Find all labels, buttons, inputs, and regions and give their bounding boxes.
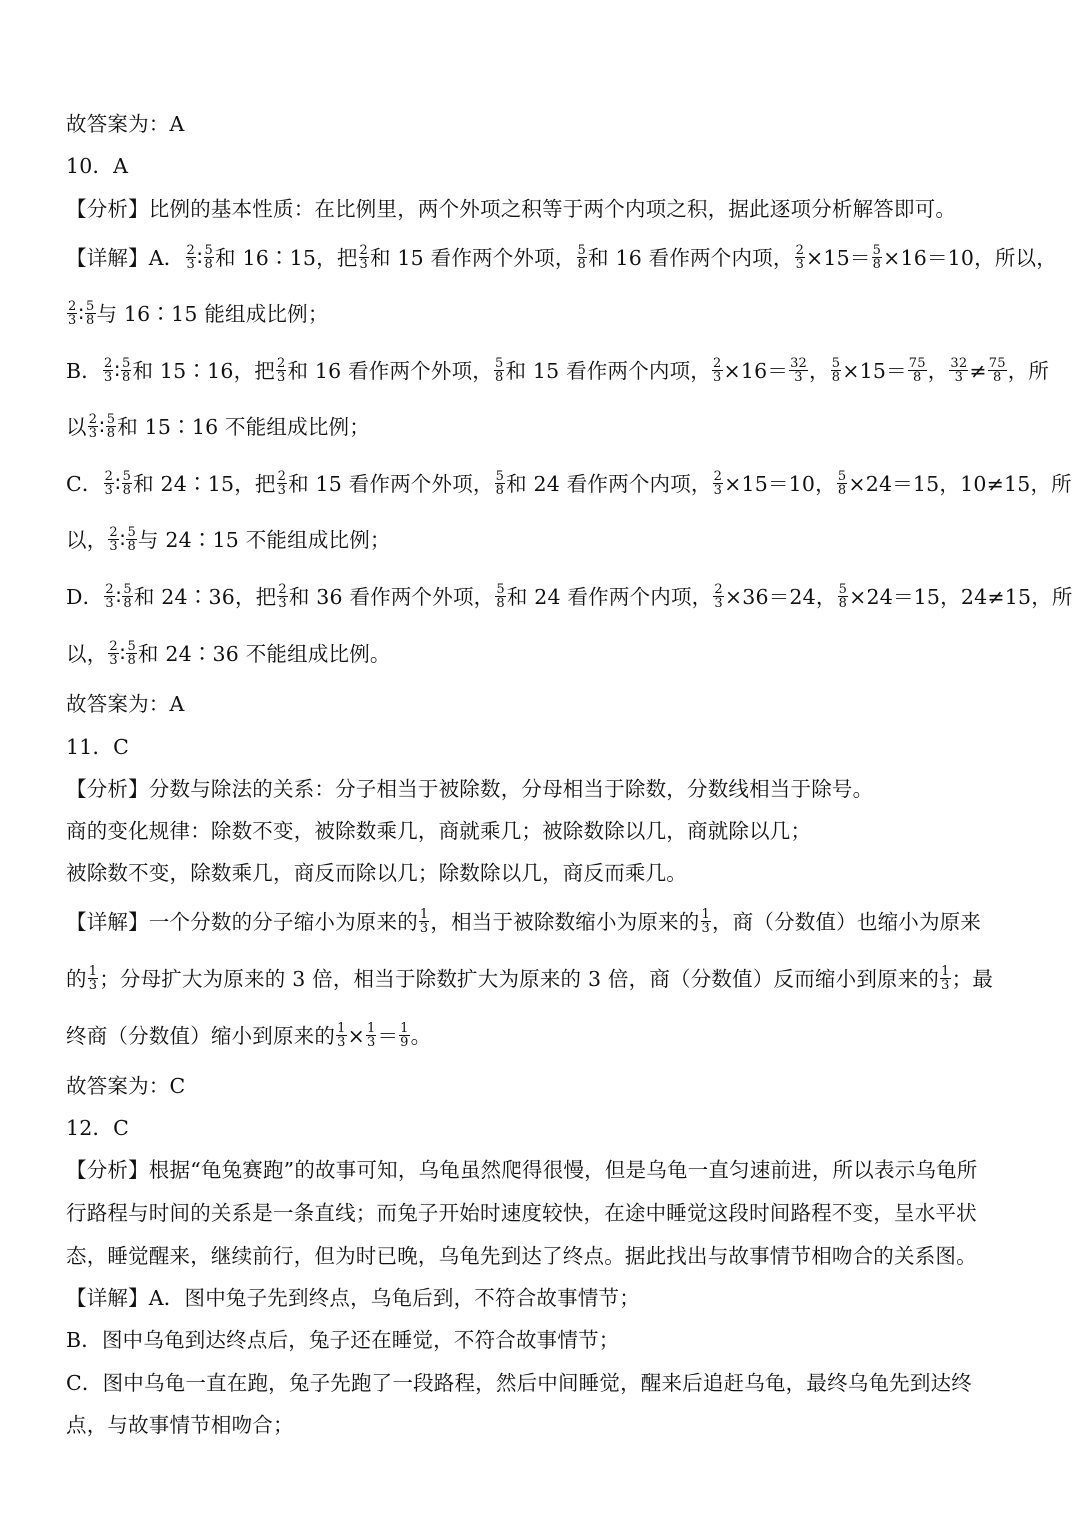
text-line bbox=[66, 413, 1026, 442]
fraction bbox=[186, 244, 196, 271]
text-run: C．图中乌龟一直在跑，兔子先跑了一段路程，然后中间睡觉，醒来后追赶乌龟，最终乌龟先到达终 bbox=[66, 1371, 972, 1395]
text-run: 和 24∶36 不能组成比例。 bbox=[137, 642, 391, 666]
text-line bbox=[66, 1369, 1026, 1397]
fraction-denominator: 3 bbox=[109, 539, 118, 554]
fraction-denominator: 3 bbox=[359, 257, 369, 272]
text-run: ；分母扩大为原来的 3 倍，相当于除数扩大为原来的 3 倍，商（分数值）反而缩小到原来的 bbox=[99, 967, 940, 991]
text-run: B． bbox=[66, 359, 102, 383]
text-line bbox=[66, 733, 1026, 761]
text-run: 【分析】根据“龟兔赛跑”的故事可知，乌龟虽然爬得很慢，但是乌龟一直匀速前进，所以表示乌龟所 bbox=[66, 1158, 978, 1182]
text-line bbox=[66, 526, 1026, 555]
fraction bbox=[795, 244, 805, 271]
fraction-denominator: 8 bbox=[495, 483, 505, 498]
text-run: 和 24 看作两个内项， bbox=[506, 585, 713, 609]
fraction-numerator: 2 bbox=[713, 469, 723, 484]
fraction bbox=[988, 357, 1007, 384]
fraction-denominator: 8 bbox=[106, 426, 116, 441]
fraction-numerator: 5 bbox=[86, 299, 95, 314]
text-line bbox=[66, 908, 1026, 937]
fraction bbox=[277, 470, 287, 497]
fraction-numerator: 5 bbox=[106, 412, 116, 427]
text-run: ， bbox=[927, 359, 949, 383]
fraction bbox=[359, 244, 369, 271]
fraction-numerator: 5 bbox=[122, 469, 132, 484]
fraction-denominator: 3 bbox=[954, 370, 964, 385]
fraction-denominator: 3 bbox=[795, 257, 805, 272]
fraction bbox=[122, 470, 132, 497]
fraction-numerator: 2 bbox=[186, 243, 195, 258]
fraction bbox=[67, 300, 77, 327]
fraction bbox=[713, 470, 723, 497]
fraction-denominator: 3 bbox=[109, 653, 118, 668]
text-line bbox=[66, 1022, 1026, 1051]
text-line bbox=[66, 1199, 1026, 1227]
text-run: ，相当于被除数缩小为原来的 bbox=[430, 910, 700, 934]
text-line bbox=[66, 965, 1026, 994]
text-run: 故答案为：A bbox=[66, 692, 185, 716]
text-run: ∶ bbox=[197, 246, 203, 270]
text-run: 以 bbox=[66, 415, 87, 439]
text-run: 与 24∶15 不能组成比例； bbox=[137, 528, 391, 552]
fraction-numerator: 2 bbox=[88, 412, 98, 427]
text-line bbox=[66, 1411, 1026, 1439]
text-line bbox=[66, 300, 1026, 329]
text-line bbox=[66, 1156, 1026, 1184]
fraction-numerator: 2 bbox=[276, 356, 286, 371]
text-run: 和 16∶15，把 bbox=[215, 246, 358, 270]
fraction-numerator: 2 bbox=[713, 356, 722, 371]
fraction-numerator: 2 bbox=[68, 299, 77, 314]
text-line bbox=[66, 817, 1026, 845]
fraction bbox=[701, 908, 711, 935]
text-run: ，所 bbox=[1007, 359, 1050, 383]
text-run: ；最 bbox=[951, 967, 994, 991]
fraction-numerator: 5 bbox=[204, 243, 214, 258]
text-line bbox=[66, 152, 1026, 180]
text-line bbox=[66, 640, 1026, 669]
text-run: 点，与故事情节相吻合； bbox=[66, 1413, 294, 1437]
fraction-denominator: 3 bbox=[701, 921, 710, 936]
fraction-denominator: 8 bbox=[838, 596, 848, 611]
fraction bbox=[104, 583, 114, 610]
text-line bbox=[66, 1114, 1026, 1142]
text-run: 【详解】A． bbox=[66, 246, 185, 270]
fraction-denominator: 8 bbox=[495, 370, 504, 385]
text-run: 与 16∶15 能组成比例； bbox=[96, 302, 329, 326]
fraction bbox=[712, 357, 722, 384]
text-run: ×16＝ bbox=[723, 359, 789, 383]
fraction bbox=[88, 965, 98, 992]
fraction bbox=[399, 1022, 409, 1049]
text-run: 终商（分数值）缩小到原来的 bbox=[66, 1024, 336, 1048]
fraction-numerator: 5 bbox=[837, 469, 847, 484]
fraction-numerator: 5 bbox=[838, 582, 848, 597]
fraction-numerator: 5 bbox=[127, 525, 136, 540]
text-line bbox=[66, 469, 1072, 499]
fraction bbox=[495, 583, 505, 610]
text-line bbox=[66, 1326, 1026, 1354]
text-run: ∶ bbox=[99, 415, 105, 439]
text-run: 和 24∶36，把 bbox=[133, 585, 277, 609]
text-line bbox=[66, 859, 1026, 887]
fraction bbox=[831, 357, 841, 384]
text-line bbox=[66, 775, 1026, 803]
fraction bbox=[277, 583, 287, 610]
text-line bbox=[66, 690, 1026, 718]
text-run: 和 15 看作两个外项， bbox=[370, 246, 576, 270]
fraction bbox=[126, 640, 136, 667]
text-run: 和 15 看作两个内项， bbox=[505, 359, 712, 383]
fraction-denominator: 3 bbox=[276, 370, 286, 385]
fraction-denominator: 9 bbox=[400, 1035, 409, 1050]
fraction-denominator: 3 bbox=[68, 313, 77, 328]
fraction-denominator: 8 bbox=[577, 257, 587, 272]
text-run: ∶ bbox=[119, 642, 126, 666]
fraction-numerator: 5 bbox=[831, 356, 841, 371]
fraction-numerator: 1 bbox=[88, 964, 98, 979]
text-run: 以， bbox=[66, 642, 108, 666]
fraction bbox=[577, 244, 587, 271]
fraction-numerator: 5 bbox=[122, 356, 131, 371]
text-run: ∶ bbox=[115, 472, 121, 496]
fraction-denominator: 8 bbox=[872, 257, 882, 272]
text-run: 和 16 看作两个内项， bbox=[588, 246, 794, 270]
text-run: ×36＝24， bbox=[724, 585, 837, 609]
fraction bbox=[336, 1022, 346, 1049]
text-run: 和 24 看作两个内项， bbox=[506, 472, 712, 496]
fraction-denominator: 8 bbox=[837, 483, 847, 498]
fraction bbox=[366, 1022, 376, 1049]
text-line bbox=[66, 110, 1026, 138]
fraction-numerator: 2 bbox=[103, 356, 113, 371]
fraction bbox=[121, 357, 131, 384]
text-run: 11．C bbox=[66, 735, 130, 759]
text-line bbox=[66, 1072, 1026, 1100]
fraction-denominator: 8 bbox=[123, 596, 132, 611]
text-run: ≠ bbox=[969, 359, 987, 383]
fraction-denominator: 3 bbox=[277, 483, 287, 498]
text-run: B．图中乌龟到达终点后，兔子还在睡觉，不符合故事情节； bbox=[66, 1328, 620, 1352]
text-run: 【分析】比例的基本性质：在比例里，两个外项之积等于两个内项之积，据此逐项分析解答即可。 bbox=[66, 197, 957, 221]
text-run: ×24＝15，10≠15，所 bbox=[848, 472, 1072, 496]
fraction-numerator: 32 bbox=[790, 356, 808, 371]
fraction-denominator: 3 bbox=[88, 426, 98, 441]
fraction-denominator: 8 bbox=[496, 596, 505, 611]
text-run: D． bbox=[66, 585, 104, 609]
fraction-denominator: 3 bbox=[713, 483, 723, 498]
fraction bbox=[88, 413, 98, 440]
text-run: 12．C bbox=[66, 1116, 130, 1140]
fraction bbox=[85, 300, 95, 327]
text-run: 故答案为：A bbox=[66, 112, 185, 136]
text-line bbox=[66, 243, 1057, 273]
fraction-denominator: 8 bbox=[127, 539, 136, 554]
text-run: × bbox=[347, 1024, 365, 1048]
fraction-denominator: 8 bbox=[122, 370, 131, 385]
fraction-denominator: 3 bbox=[88, 978, 98, 993]
fraction-numerator: 2 bbox=[277, 469, 287, 484]
fraction bbox=[419, 908, 429, 935]
text-run: 和 15∶16 不能组成比例； bbox=[117, 415, 370, 439]
fraction-denominator: 8 bbox=[993, 370, 1002, 385]
fraction bbox=[940, 965, 950, 992]
text-run: 和 15 看作两个外项， bbox=[288, 472, 494, 496]
text-run: ∶ bbox=[115, 585, 122, 609]
text-run: 行路程与时间的关系是一条直线；而兔子开始时速度较快，在途中睡觉这段时间路程不变，呈水平状 bbox=[66, 1201, 977, 1225]
fraction bbox=[872, 244, 882, 271]
fraction-numerator: 5 bbox=[123, 582, 132, 597]
fraction-numerator: 1 bbox=[400, 1021, 409, 1036]
fraction-denominator: 3 bbox=[278, 596, 287, 611]
fraction-numerator: 2 bbox=[109, 525, 118, 540]
fraction-numerator: 32 bbox=[950, 356, 968, 371]
fraction-denominator: 3 bbox=[337, 1035, 346, 1050]
fraction-denominator: 8 bbox=[86, 313, 95, 328]
fraction-denominator: 3 bbox=[105, 596, 114, 611]
fraction-numerator: 2 bbox=[795, 243, 805, 258]
fraction-denominator: 3 bbox=[794, 370, 803, 385]
text-run: ×16＝10，所以， bbox=[883, 246, 1057, 270]
text-run: ×15＝10， bbox=[724, 472, 836, 496]
text-line bbox=[66, 1242, 1026, 1270]
fraction bbox=[122, 583, 132, 610]
fraction-numerator: 5 bbox=[577, 243, 587, 258]
text-line bbox=[66, 195, 1026, 223]
fraction-numerator: 5 bbox=[495, 356, 504, 371]
fraction-denominator: 3 bbox=[186, 257, 195, 272]
text-run: 【分析】分数与除法的关系：分子相当于被除数，分母相当于除数，分数线相当于除号。 bbox=[66, 777, 874, 801]
text-run: ＝ bbox=[377, 1024, 399, 1048]
text-run: 。 bbox=[410, 1024, 432, 1048]
fraction-numerator: 5 bbox=[872, 243, 882, 258]
fraction bbox=[108, 526, 118, 553]
fraction-numerator: 5 bbox=[127, 639, 136, 654]
fraction-numerator: 1 bbox=[366, 1021, 376, 1036]
fraction-numerator: 1 bbox=[941, 964, 950, 979]
fraction-denominator: 8 bbox=[913, 370, 922, 385]
fraction-numerator: 1 bbox=[419, 907, 429, 922]
text-run: 10．A bbox=[66, 154, 129, 178]
text-run: 和 36 看作两个外项， bbox=[288, 585, 495, 609]
fraction-numerator: 5 bbox=[496, 582, 505, 597]
text-run: ∶ bbox=[114, 359, 120, 383]
text-run: ×24＝15，24≠15，所 bbox=[849, 585, 1073, 609]
fraction bbox=[494, 357, 504, 384]
fraction bbox=[838, 583, 848, 610]
fraction bbox=[837, 470, 847, 497]
fraction-numerator: 75 bbox=[908, 356, 926, 371]
text-run: 和 24∶15，把 bbox=[133, 472, 276, 496]
text-line bbox=[66, 1284, 1026, 1312]
text-run: ∶ bbox=[78, 302, 85, 326]
fraction-numerator: 2 bbox=[278, 582, 287, 597]
fraction-numerator: 2 bbox=[104, 469, 114, 484]
fraction-denominator: 8 bbox=[122, 483, 132, 498]
text-run: 以， bbox=[66, 528, 108, 552]
text-run: 态，睡觉醒来，继续前行，但为时已晚，乌龟先到达了终点。据此找出与故事情节相吻合的关系图。 bbox=[66, 1244, 977, 1268]
fraction-denominator: 8 bbox=[127, 653, 136, 668]
fraction-denominator: 3 bbox=[713, 370, 722, 385]
fraction bbox=[204, 244, 214, 271]
text-line bbox=[66, 582, 1073, 612]
text-run: C． bbox=[66, 472, 103, 496]
text-run: 和 16 看作两个外项， bbox=[287, 359, 493, 383]
fraction bbox=[108, 640, 118, 667]
fraction bbox=[106, 413, 116, 440]
text-line bbox=[66, 356, 1050, 386]
text-run: 商的变化规律：除数不变，被除数乘几，商就乘几；被除数除以几，商就除以几； bbox=[66, 819, 812, 843]
fraction-denominator: 3 bbox=[941, 978, 950, 993]
text-run: ， bbox=[809, 359, 830, 383]
fraction-numerator: 1 bbox=[701, 907, 710, 922]
fraction-numerator: 2 bbox=[109, 639, 118, 654]
fraction-numerator: 75 bbox=[988, 356, 1006, 371]
fraction-denominator: 3 bbox=[103, 370, 113, 385]
fraction-denominator: 3 bbox=[714, 596, 723, 611]
fraction-denominator: 8 bbox=[831, 370, 841, 385]
fraction-numerator: 2 bbox=[359, 243, 369, 258]
fraction-numerator: 2 bbox=[105, 582, 114, 597]
text-run: ，商（分数值）也缩小为原来 bbox=[711, 910, 982, 934]
text-run: 故答案为：C bbox=[66, 1074, 186, 1098]
text-run: 【详解】一个分数的分子缩小为原来的 bbox=[66, 910, 418, 934]
fraction bbox=[949, 357, 968, 384]
fraction bbox=[789, 357, 808, 384]
fraction-numerator: 1 bbox=[337, 1021, 346, 1036]
fraction-denominator: 3 bbox=[419, 921, 429, 936]
text-run: 被除数不变，除数乘几，商反而除以几；除数除以几，商反而乘几。 bbox=[66, 861, 687, 885]
fraction bbox=[126, 526, 136, 553]
fraction bbox=[495, 470, 505, 497]
text-run: 的 bbox=[66, 967, 87, 991]
text-run: 【详解】A．图中兔子先到终点，乌龟后到，不符合故事情节； bbox=[66, 1286, 640, 1310]
fraction-denominator: 3 bbox=[366, 1035, 376, 1050]
fraction bbox=[276, 357, 286, 384]
fraction-denominator: 3 bbox=[104, 483, 114, 498]
text-run: ∶ bbox=[119, 528, 126, 552]
fraction-denominator: 8 bbox=[204, 257, 214, 272]
text-run: ×15＝ bbox=[842, 359, 907, 383]
fraction-numerator: 5 bbox=[495, 469, 505, 484]
fraction bbox=[713, 583, 723, 610]
text-run: 和 15∶16，把 bbox=[132, 359, 275, 383]
fraction bbox=[908, 357, 927, 384]
fraction bbox=[104, 470, 114, 497]
fraction-numerator: 2 bbox=[714, 582, 723, 597]
fraction bbox=[103, 357, 113, 384]
text-run: ×15＝ bbox=[806, 246, 871, 270]
